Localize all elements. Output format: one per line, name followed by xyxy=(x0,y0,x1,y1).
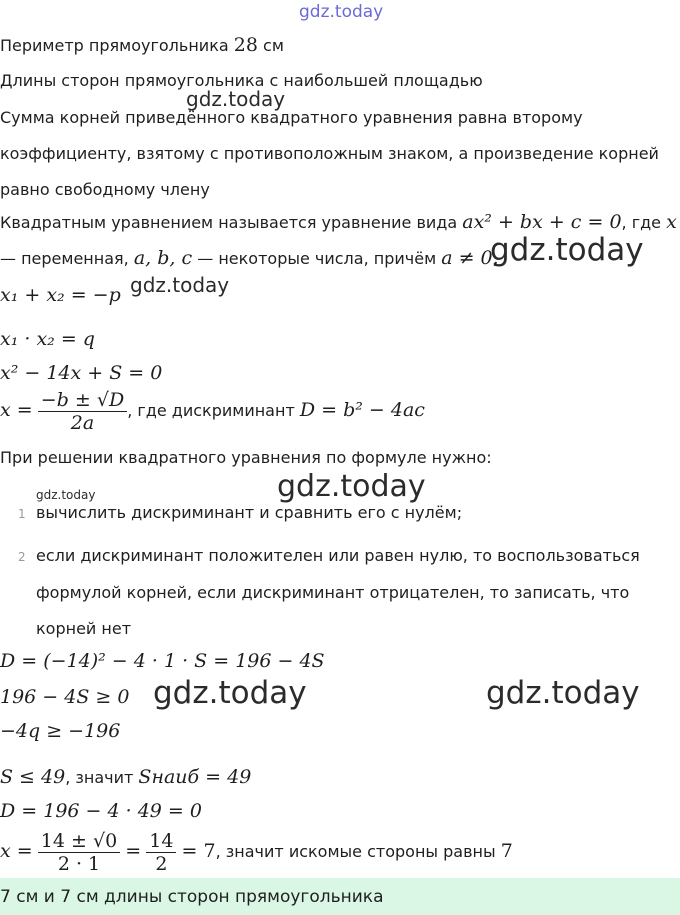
root-denominator: 2a xyxy=(70,412,95,434)
inequality-1: 196 − 4S ≥ 0 xyxy=(0,686,130,708)
watermark: gdz.today xyxy=(486,675,640,711)
vieta-sum-formula: x₁ + x₂ = −p xyxy=(0,284,121,306)
watermark: gdz.today xyxy=(490,232,644,268)
roots-equals: = xyxy=(125,840,142,862)
steps-intro: При решении квадратного уравнения по формуле нужно: xyxy=(0,448,492,467)
root-numerator: −b ± √D xyxy=(38,389,127,412)
roots-denominator-2: 2 xyxy=(155,853,168,875)
roots-fraction-2 xyxy=(146,830,176,875)
definition-text-variable: — переменная, xyxy=(0,249,129,268)
s-bound: S ≤ 49 xyxy=(0,766,66,788)
quadratic-equation: x² − 14x + S = 0 xyxy=(0,362,163,384)
step-1-text: вычислить дискриминант и сравнить его с нулём; xyxy=(36,503,463,522)
definition-text-where: , где xyxy=(621,213,662,232)
task-goal: Длины сторон прямоугольника с наибольшей площадью xyxy=(0,71,483,90)
vieta-product-formula: x₁ · x₂ = q xyxy=(0,328,95,350)
step-2-text-1: если дискриминант положителен или равен нулю, то воспользоваться xyxy=(36,546,640,565)
vieta-line-1: Сумма корней приведённого квадратного уравнения равна второму xyxy=(0,108,583,127)
perimeter-value: 28 xyxy=(233,34,258,56)
root-formula xyxy=(0,389,425,434)
watermark: gdz.today xyxy=(36,488,96,502)
roots-numerator-2: 14 xyxy=(146,830,176,853)
watermark-top: gdz.today xyxy=(299,2,384,22)
roots-fraction-1 xyxy=(38,830,120,875)
s-bound-line xyxy=(0,766,251,789)
perimeter-unit: см xyxy=(263,36,284,55)
vieta-line-3: равно свободному члену xyxy=(0,180,210,199)
given-perimeter xyxy=(0,34,284,57)
watermark: gdz.today xyxy=(153,675,307,711)
inequality-2: −4q ≥ −196 xyxy=(0,720,121,742)
s-bound-note: , значит xyxy=(65,768,134,787)
root-fraction xyxy=(38,389,127,434)
answer-text: 7 см и 7 см длины сторон прямоугольника xyxy=(0,887,384,907)
roots-result: = 7 xyxy=(181,840,216,862)
root-formula-lhs: x = xyxy=(0,399,33,421)
perimeter-label: Периметр прямоугольника xyxy=(0,36,229,55)
step-2-text-2: формулой корней, если дискриминант отрицателен, то записать, что xyxy=(36,583,630,602)
step-1-number: 1 xyxy=(18,507,26,521)
roots-note: , значит искомые стороны равны xyxy=(215,842,496,861)
discriminant-note: , где дискриминант xyxy=(127,401,295,420)
roots-lhs: x = xyxy=(0,840,33,862)
roots-calc xyxy=(0,830,513,875)
definition-coefficients: a, b, c xyxy=(133,247,193,269)
roots-value: 7 xyxy=(500,840,513,862)
s-max: Sнаиб = 49 xyxy=(138,766,252,788)
roots-numerator-1: 14 ± √0 xyxy=(38,830,120,853)
definition-variable: x xyxy=(666,211,677,233)
discriminant-final: D = 196 − 4 · 49 = 0 xyxy=(0,800,202,822)
definition-line-1 xyxy=(0,211,677,234)
watermark: gdz.today xyxy=(130,273,230,297)
step-2-text-3: корней нет xyxy=(36,619,132,638)
watermark: gdz.today xyxy=(277,469,426,504)
step-2-number: 2 xyxy=(18,550,26,564)
roots-denominator-1: 2 · 1 xyxy=(57,853,101,875)
definition-equation: ax² + bx + c = 0 xyxy=(462,211,622,233)
definition-text: Квадратным уравнением называется уравнение вида xyxy=(0,213,458,232)
watermark: gdz.today xyxy=(186,87,286,111)
discriminant-calc: D = (−14)² − 4 · 1 · S = 196 − 4S xyxy=(0,650,325,672)
definition-condition: a ≠ 0. xyxy=(441,247,499,269)
definition-line-2 xyxy=(0,247,499,270)
definition-text-numbers: — некоторые числа, причём xyxy=(197,249,437,268)
vieta-line-2: коэффициенту, взятому с противоположным знаком, а произведение корней xyxy=(0,144,659,163)
discriminant-formula: D = b² − 4ac xyxy=(299,399,425,421)
